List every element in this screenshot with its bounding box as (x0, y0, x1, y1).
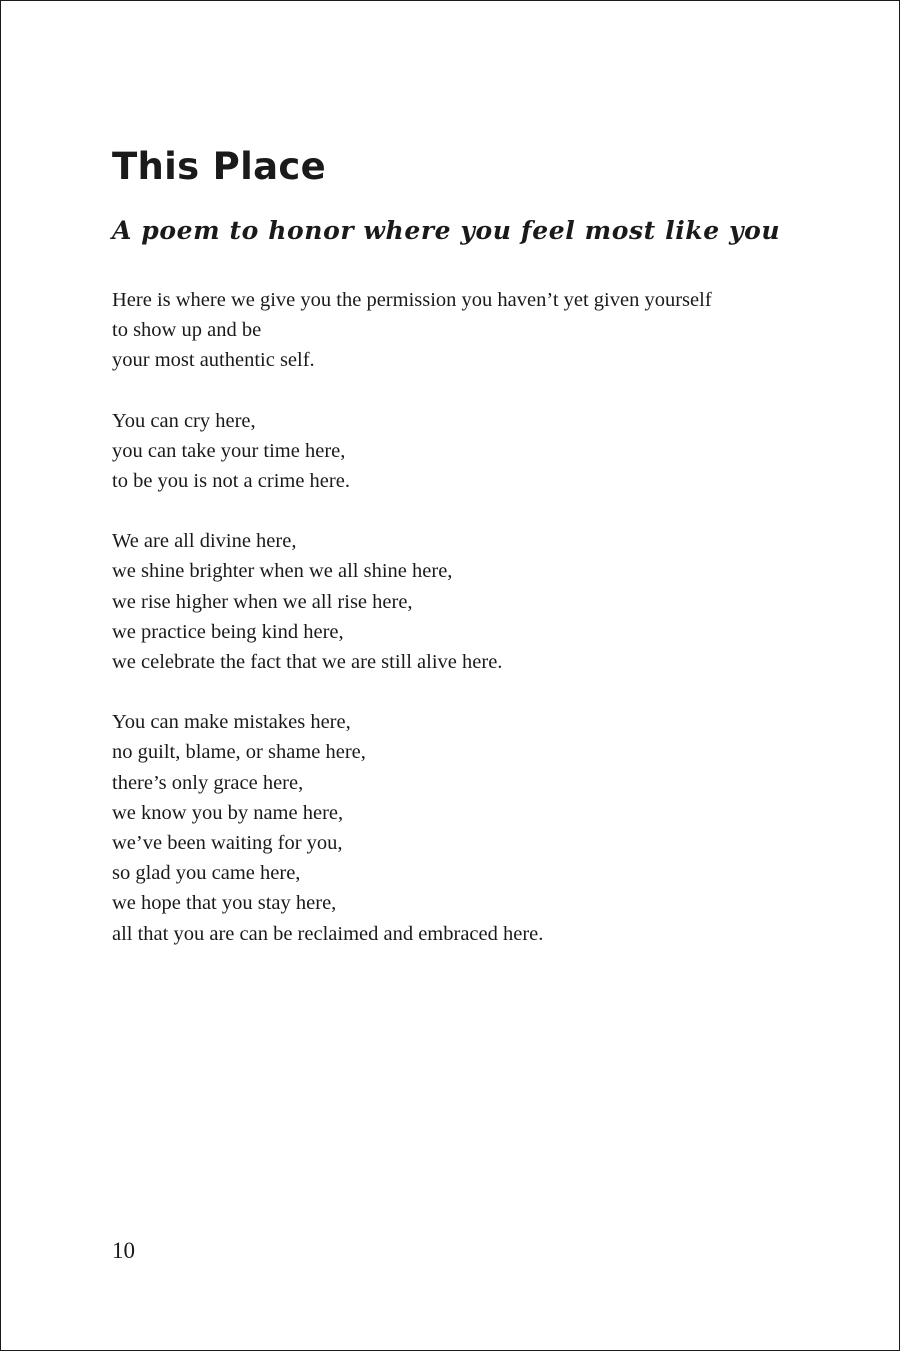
poem-line: so glad you came here, (112, 862, 301, 885)
poem-title: This Place (112, 145, 326, 188)
poem-line: no guilt, blame, or shame here, (112, 741, 366, 764)
poem-body (112, 285, 832, 979)
poem-line: We are all divine here, (112, 530, 297, 553)
poem-line: there’s only grace here, (112, 771, 304, 794)
poem-line: we rise higher when we all rise here, (112, 590, 413, 613)
stanza-1 (112, 285, 832, 376)
stanza-2 (112, 406, 832, 497)
poem-line: we practice being kind here, (112, 620, 344, 643)
poem-line: we celebrate the fact that we are still alive here. (112, 651, 503, 674)
poem-line: You can cry here, (112, 409, 256, 432)
poem-line: we’ve been waiting for you, (112, 832, 343, 855)
poem-line: You can make mistakes here, (112, 711, 351, 734)
poem-line: to show up and be (112, 319, 262, 342)
poem-line: to be you is not a crime here. (112, 470, 350, 493)
poem-line: all that you are can be reclaimed and embraced here. (112, 922, 544, 945)
poem-line: we hope that you stay here, (112, 892, 337, 915)
stanza-3 (112, 526, 832, 677)
poem-line: we shine brighter when we all shine here, (112, 560, 453, 583)
poem-line: we know you by name here, (112, 801, 344, 824)
poem-line: you can take your time here, (112, 439, 346, 462)
poem-subtitle: A poem to honor where you feel most like you (112, 216, 781, 245)
poem-line: Here is where we give you the permission you haven’t yet given yourself (112, 289, 712, 311)
poem-line: your most authentic self. (112, 349, 315, 372)
stanza-4 (112, 707, 832, 949)
page-number: 10 (112, 1238, 135, 1263)
